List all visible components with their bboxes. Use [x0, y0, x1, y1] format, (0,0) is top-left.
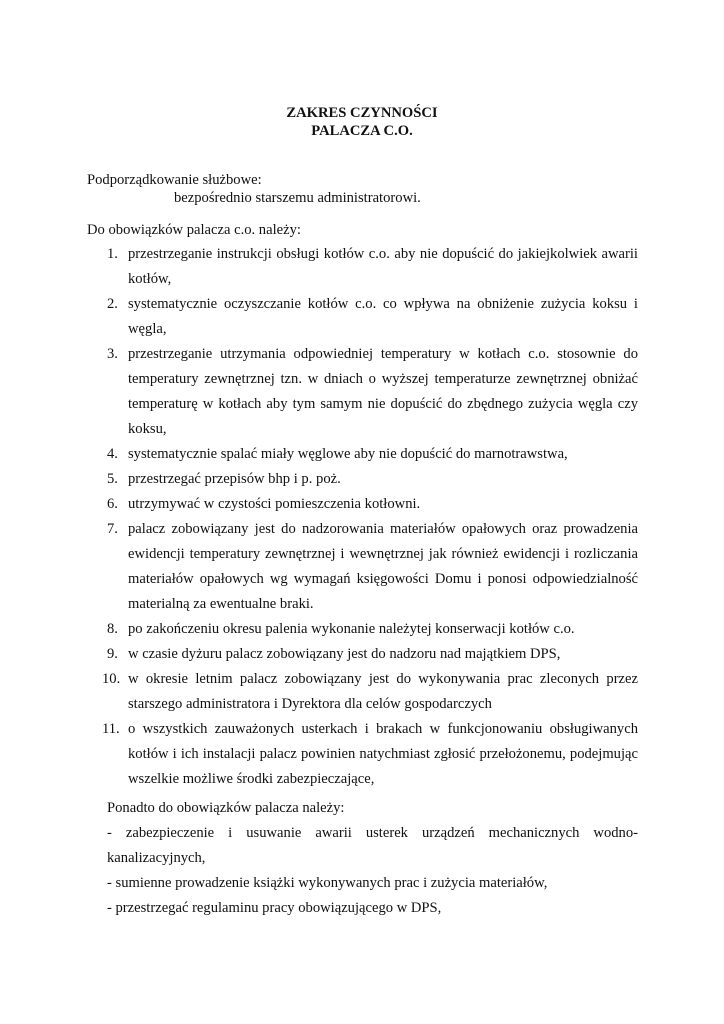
- duty-item: [0, 242, 724, 292]
- duty-item: [0, 292, 724, 342]
- document-title-line2: PALACZA C.O.: [311, 123, 413, 139]
- duties-intro: Do obowiązków palacza c.o. należy:: [87, 222, 301, 238]
- duty-number: 11.: [102, 721, 120, 737]
- additional-duty-item: - zabezpieczenie i usuwanie awarii usterek urządzeń mechanicznych wodno-kanalizacyjnych,: [107, 825, 638, 866]
- duty-text: o wszystkich zauważonych usterkach i brakach w funkcjonowaniu obsługiwanych kotłów i ich instalacji palacz powinien natychmiast zgłosić przełożonemu, podejmując wszelkie możliwe środki zabezpieczające,: [128, 721, 638, 787]
- duty-number: 2.: [107, 296, 118, 312]
- duty-number: 7.: [107, 521, 118, 537]
- duty-text: po zakończeniu okresu palenia wykonanie należytej konserwacji kotłów c.o.: [128, 621, 575, 637]
- additional-duties: [0, 796, 724, 921]
- duty-item: [0, 342, 724, 442]
- duty-item: [0, 442, 724, 467]
- duty-number: 3.: [107, 346, 118, 362]
- additional-duties-intro: Ponadto do obowiązków palacza należy:: [107, 800, 345, 816]
- document-title-line1: ZAKRES CZYNNOŚCI: [286, 105, 438, 121]
- duty-text: systematycznie oczyszczanie kotłów c.o. co wpływa na obniżenie zużycia koksu i węgla,: [128, 296, 638, 337]
- additional-duties-list: [0, 821, 724, 921]
- duty-number: 6.: [107, 496, 118, 512]
- duty-number: 9.: [107, 646, 118, 662]
- duty-item: [0, 642, 724, 667]
- duty-number: 4.: [107, 446, 118, 462]
- duty-text: systematycznie spalać miały węglowe aby nie dopuścić do marnotrawstwa,: [128, 446, 568, 462]
- duty-text: utrzymywać w czystości pomieszczenia kotłowni.: [128, 496, 421, 512]
- duty-number: 8.: [107, 621, 118, 637]
- additional-duty-item: - sumienne prowadzenie książki wykonywanych prac i zużycia materiałów,: [107, 875, 548, 891]
- duty-text: przestrzeganie utrzymania odpowiedniej temperatury w kotłach c.o. stosownie do temperatury zewnętrznej tzn. w dniach o wyższej temperaturze zewnętrznej obniżać temperaturę w kotłach aby tym samym nie dopuścić do zbędnego zużycia węgla czy koksu,: [128, 346, 638, 437]
- duty-text: w czasie dyżuru palacz zobowiązany jest do nadzoru nad majątkiem DPS,: [128, 646, 561, 662]
- duty-item: [0, 667, 724, 717]
- duty-text: przestrzeganie instrukcji obsługi kotłów c.o. aby nie dopuścić do jakiejkolwiek awarii kotłów,: [128, 246, 638, 287]
- duty-item: [0, 467, 724, 492]
- duty-item: [0, 717, 724, 792]
- duty-text: palacz zobowiązany jest do nadzorowania materiałów opałowych oraz prowadzenia ewidencji temperatury zewnętrznej i wewnętrznej jak również ewidencji i rozliczania materiałów opałowych wg wymagań księgowości Domu i ponosi odpowiedzialność materialną za ewentualne braki.: [128, 521, 638, 612]
- duty-item: [0, 492, 724, 517]
- duty-number: 1.: [107, 246, 118, 262]
- subordination-value: bezpośrednio starszemu administratorowi.: [174, 190, 421, 206]
- duty-item: [0, 617, 724, 642]
- subordination-label: Podporządkowanie służbowe:: [87, 172, 262, 188]
- duty-number: 10.: [102, 671, 121, 687]
- duty-text: w okresie letnim palacz zobowiązany jest do wykonywania prac zleconych przez starszego administratora i Dyrektora dla celów gospodarczych: [128, 671, 638, 712]
- duty-item: [0, 517, 724, 617]
- duty-text: przestrzegać przepisów bhp i p. poż.: [128, 471, 341, 487]
- duties-list: [0, 242, 724, 792]
- additional-duty-item: - przestrzegać regulaminu pracy obowiązującego w DPS,: [107, 900, 442, 916]
- duty-number: 5.: [107, 471, 118, 487]
